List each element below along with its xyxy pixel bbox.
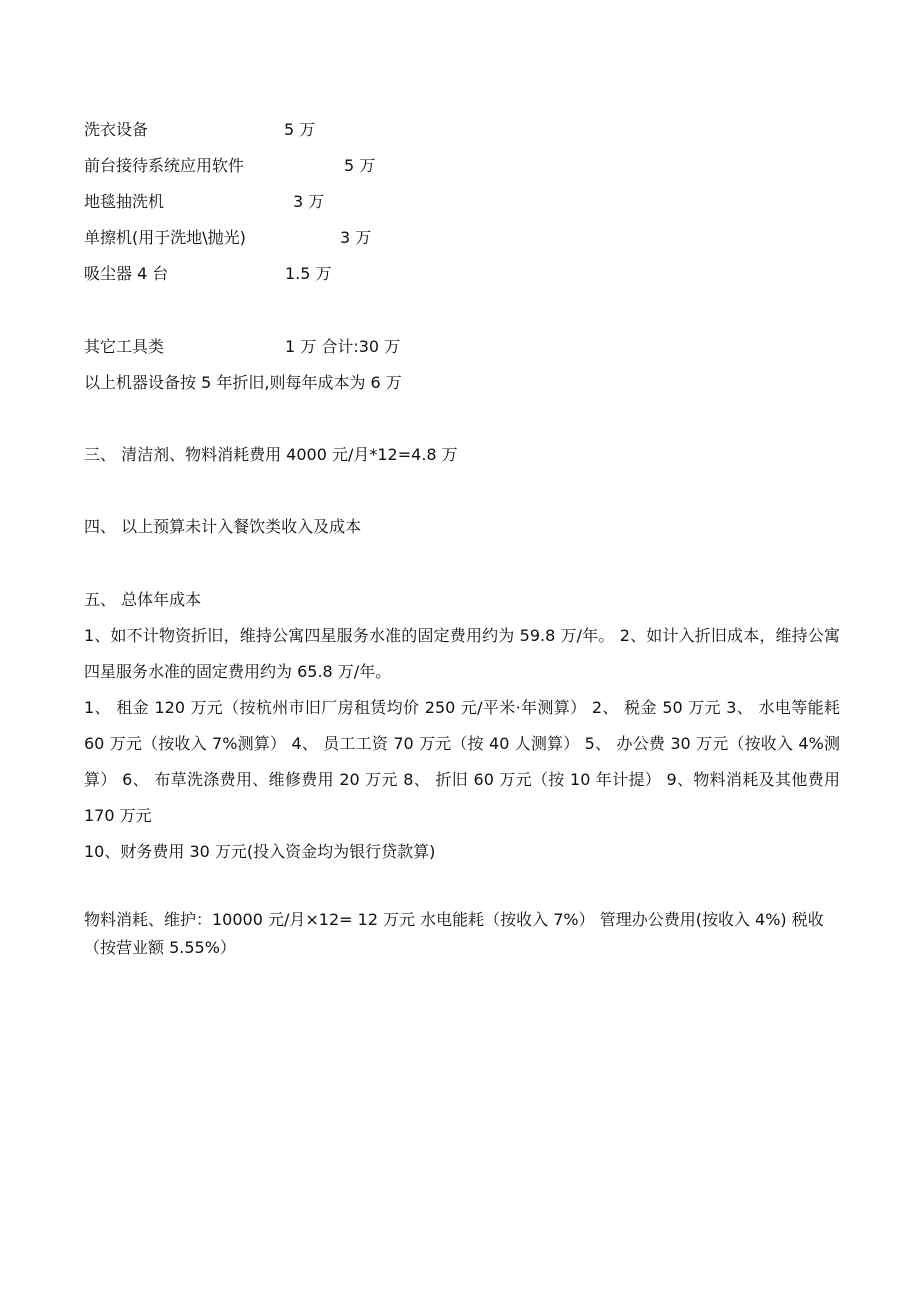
section-five-summary: 1、如不计物资折旧，维持公寓四星服务水准的固定费用约为 59.8 万/年。 2、如计入折旧成本，维持公寓四星服务水准的固定费用约为 65.8 万/年。 (84, 626, 840, 681)
equipment-amount: 5 万 (284, 120, 316, 139)
equipment-row (84, 192, 325, 212)
equipment-amount: 3 万 (340, 228, 372, 247)
equipment-name: 地毯抽洗机 (84, 192, 165, 211)
equipment-row (84, 120, 316, 140)
equipment-name: 吸尘器 4 台 (84, 264, 169, 283)
section-five-finance-cost: 10、财务费用 30 万元(投入资金均为银行贷款算) (84, 842, 436, 861)
equipment-name: 单擦机(用于洗地\抛光) (84, 228, 246, 247)
equipment-row (84, 264, 332, 284)
equipment-row (84, 228, 372, 248)
equipment-amount: 5 万 (344, 156, 376, 175)
equipment-amount: 1.5 万 (285, 264, 332, 283)
equipment-row (84, 156, 376, 176)
section-four: 四、 以上预算未计入餐饮类收入及成本 (84, 517, 362, 536)
equipment-total: 1 万 合计:30 万 (285, 337, 401, 356)
section-five-cost-list: 1、 租金 120 万元（按杭州市旧厂房租赁均价 250 元/平米·年测算） 2、 税金 50 万元 3、 水电等能耗 60 万元（按收入 7%测算） 4、 员工工资 70 万元（按 40 人测算） 5、 办公费 30 万元（按收入 4%测算） 6、 布草洗涤费用、维修费用 20 万元 8、 折旧 60 万元（按 10 年计提） 9、物料消耗及其他费用 170 万元 (84, 698, 840, 825)
equipment-row (84, 337, 401, 357)
equipment-name: 其它工具类 (84, 337, 165, 356)
section-five-title: 五、 总体年成本 (84, 590, 202, 609)
equipment-name: 前台接待系统应用软件 (84, 156, 245, 175)
depreciation-note: 以上机器设备按 5 年折旧,则每年成本为 6 万 (84, 373, 402, 392)
section-three: 三、 清洁剂、物料消耗费用 4000 元/月*12=4.8 万 (84, 445, 458, 464)
equipment-name: 洗衣设备 (84, 120, 149, 139)
equipment-amount: 3 万 (293, 192, 325, 211)
maintenance-note: 物料消耗、维护：10000 元/月×12= 12 万元 水电能耗（按收入 7%） 管理办公费用(按收入 4%) 税收（按营业额 5.55%） (84, 910, 824, 957)
